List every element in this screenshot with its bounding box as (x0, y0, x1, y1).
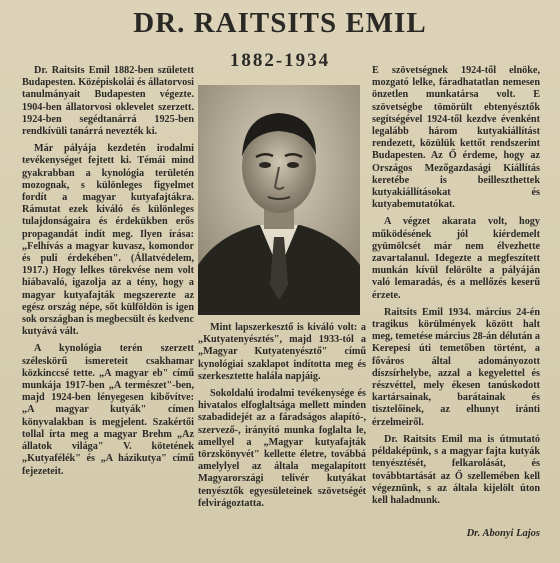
paragraph: Raitsits Emil 1934. március 24-én tragikus körülmények között halt meg, temetése március 28-án délután a Kerepesi úti temetőben történt, a főváros által adományozott díszsírhelybe, azzal a kegyelettel és részvéttel, mely ékesen tanúskodott kartársainak, barátainak és tisztelőinek, az elhunyt iránti érzelmeiről. (372, 306, 540, 428)
paragraph: Dr. Raitsits Emil 1882-ben született Budapesten. Középiskolái és állatorvosi tanulmányait Budapesten végezte. 1904-ben állatorvosi oklevelet szerzett. 1924-ben segédtanárrá 1925-ben rendkívüli tanárrá nevezték ki. (22, 65, 194, 138)
text-column-middle (198, 322, 366, 557)
paragraph: A kynológia terén szerzett széleskörű ismereteit csakhamar közkinccsé tette. „A magyar eb" című munkája 1917-ben „A természet"-ben, majd 1924-ben lényegesen kibővítve: „A magyar kutyák" címen könyvalakban is megjelent. Szakértői tollal írta meg a magyar Brehm „Az állatok világa" V. kötetének „Kutyafélék" és „A házikutya" című fejezeteit. (22, 343, 194, 477)
paragraph: Sokoldalú irodalmi tevékenysége és hivatalos elfoglaltsága mellett minden szabadidejét az a fáradságos alapító-, szervező-, irányító munka foglalta le, amellyel a „Magyar kutyafajták törzskönyvét" kellette életre, továbbá amelylyel az általa megalapított Magyarországi telivér kutyákat tenyésztők egyesületeinek szövetségét felvirágoztatta. (198, 388, 366, 509)
paragraph: E szövetségnek 1924-től elnöke, mozgató lelke, fáradhatatlan nemesen önzetlen munkatársa volt. E szövetségbe tömörült ebtenyésztők segítségével 1924-től kezdve évenként legalább három kutyakiállítást rendezett, közülük kettőt rendszerint Budapesten. Az Ő érdeme, hogy az Országos Mezőgazdasági Kiállítás keretébe is beilleszthettek kutyakiállításokat és kutyabemutatókat. (372, 65, 540, 211)
paragraph: Már pályája kezdetén irodalmi tevékenységet fejtett ki. Témái mind gyakrabban a kynológia területén mozognak, s különleges figyelmet fordít a magyar kutyafajtákra. Rámutat ezek kiváló és különleges tulajdonságaira és érdekükben erős propagandát indít meg. Ilyen írása: „Felhívás a magyar kuvasz, komondor és puli érdekében". (Állatvédelem, 1917.) Hogy lelkes törekvése nem volt hiábavaló, igazolja az a tény, hogy a magyar kutyafajták megszerezte az egész ország népe, sőt külföldön is igen sok országban is megbecsült és kedvenc kutyává vált. (22, 143, 194, 338)
paragraph: Dr. Raitsits Emil ma is útmutató példaképünk, s a magyar fajta kutyák tenyésztését, felkarolását, és továbbtartását az Ő szellemében kell végeznünk, s az általa kijelölt úton kell haladnunk. (372, 433, 540, 506)
author-byline: Dr. Abonyi Lajos (466, 528, 540, 539)
paragraph: Mint lapszerkesztő is kiváló volt: a „Kutyatenyésztés", majd 1933-tól a „Magyar Kutyatenyésztő" című kynológiai szaklapot indította meg és szerkesztette halála napjáig. (198, 322, 366, 382)
text-column-right (372, 65, 540, 543)
paragraph: A végzet akarata volt, hogy működésének jól kiérdemelt gyümölcsét már nem élvezhette zavartalanul. Idegezte a megfeszített munkán kívül felörölte a pályáján való lemaradás, és a mellőzés keserű érzete. (372, 216, 540, 301)
life-years: 1882-1934 (229, 50, 331, 71)
text-column-left (22, 65, 194, 555)
portrait-photo (198, 85, 360, 315)
article-title: DR. RAITSITS EMIL (133, 7, 427, 39)
